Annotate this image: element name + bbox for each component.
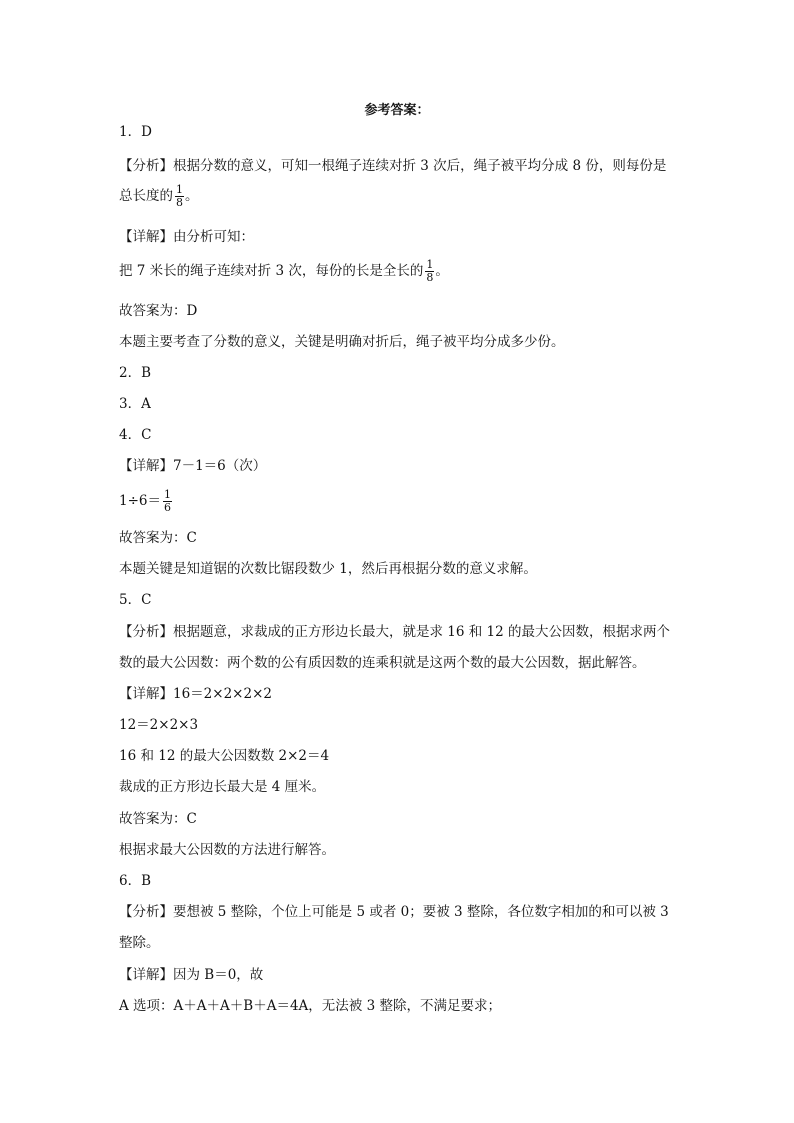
q1-answer: 1．D <box>119 124 152 140</box>
page-title: 参考答案： <box>364 103 430 118</box>
q6-option-a: A 选项：A＋A＋A＋B＋A＝4A，无法被 3 整除，不满足要求； <box>119 998 501 1014</box>
q1-analysis-text: 总长度的 <box>119 188 173 204</box>
q4-conclusion: 故答案为：C <box>119 530 197 546</box>
q1-analysis-line1: 【分析】根据分数的意义，可知一根绳子连续对折 3 次后，绳子被平均分成 8 份，则每份是 <box>119 158 667 174</box>
q1-analysis-line2 <box>119 184 199 209</box>
fraction-denominator: 8 <box>176 196 183 209</box>
q3-answer: 3．A <box>119 396 151 412</box>
q4-answer: 4．C <box>119 427 152 443</box>
q5-analysis-line2: 数的最大公因数：两个数的公有质因数的连乘积就是这两个数的最大公因数，据此解答。 <box>119 655 646 671</box>
q1-conclusion: 故答案为：D <box>119 303 198 319</box>
q1-detail-end: 。 <box>435 263 449 279</box>
fraction-denominator: 8 <box>426 271 434 284</box>
q4-detail: 【详解】7－1＝6（次） <box>119 458 267 474</box>
q6-analysis-line2: 整除。 <box>119 935 160 951</box>
q1-analysis-end: 。 <box>185 188 199 204</box>
fraction-denominator: 6 <box>164 501 171 514</box>
q4-summary: 本题关键是知道锯的次数比锯段数少 1，然后再根据分数的意义求解。 <box>119 561 537 577</box>
q1-detail-text: 把 7 米长的绳子连续对折 3 次，每份的长是全长的 <box>119 263 424 279</box>
q5-analysis-line1: 【分析】根据题意，求裁成的正方形边长最大，就是求 16 和 12 的最大公因数，根据求两个 <box>119 624 671 640</box>
q5-answer: 5．C <box>119 592 152 608</box>
q4-calc <box>119 489 173 514</box>
q5-calc2: 16 和 12 的最大公因数数 2×2＝4 <box>119 748 330 764</box>
fraction-one-sixth <box>163 489 172 514</box>
q5-calc3: 裁成的正方形边长最大是 4 厘米。 <box>119 779 326 795</box>
q1-detail-heading: 【详解】由分析可知： <box>119 229 254 245</box>
q2-answer: 2．B <box>119 365 152 381</box>
q5-summary: 根据求最大公因数的方法进行解答。 <box>119 842 335 858</box>
q6-detail: 【详解】因为 B＝0，故 <box>119 967 264 983</box>
fraction-numerator: 1 <box>164 488 171 501</box>
fraction-one-eighth <box>175 184 184 209</box>
fraction-numerator: 1 <box>176 183 183 196</box>
q6-analysis-line1: 【分析】要想被 5 整除，个位上可能是 5 或者 0；要被 3 整除，各位数字相加的和可以被 3 <box>119 904 669 920</box>
q5-calc1: 12＝2×2×3 <box>119 717 199 733</box>
fraction-numerator: 1 <box>426 258 434 271</box>
q1-summary: 本题主要考查了分数的意义，关键是明确对折后，绳子被平均分成多少份。 <box>119 334 565 350</box>
q4-calc-text: 1÷6＝ <box>119 493 161 509</box>
q1-detail-line1 <box>119 259 449 284</box>
q5-conclusion: 故答案为：C <box>119 811 197 827</box>
fraction-one-eighth <box>425 259 434 284</box>
q6-answer: 6．B <box>119 873 152 889</box>
q5-detail: 【详解】16＝2×2×2×2 <box>119 686 272 702</box>
